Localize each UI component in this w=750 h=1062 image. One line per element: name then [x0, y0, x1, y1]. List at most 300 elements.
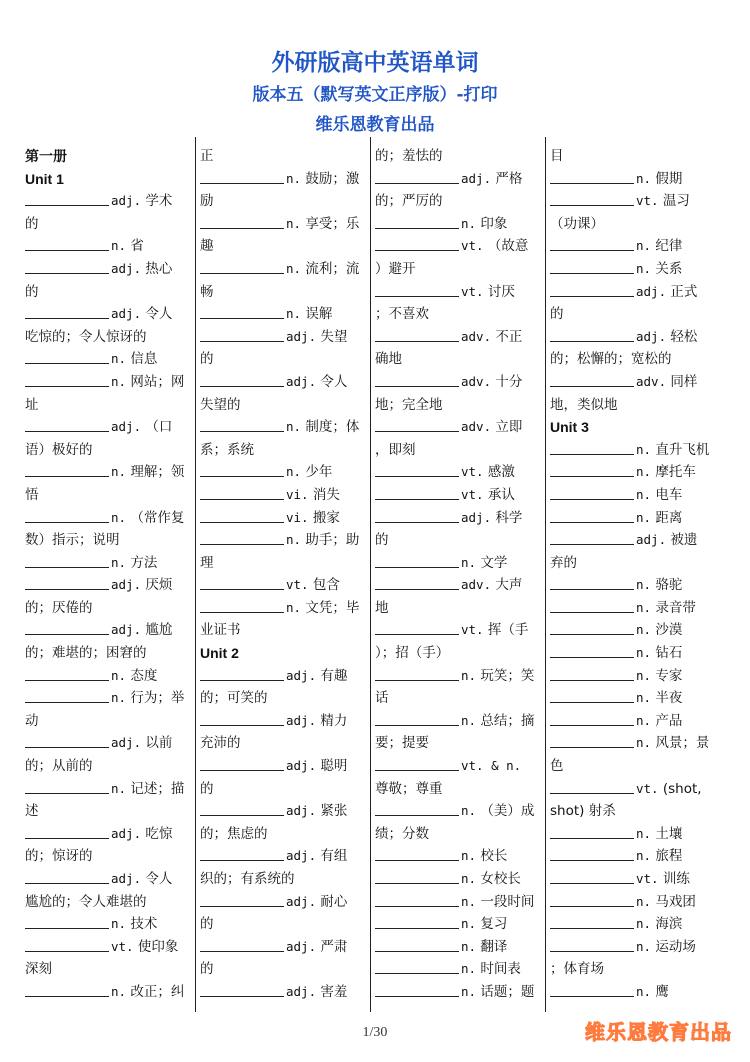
part-of-speech: vt.	[461, 238, 484, 254]
page-number: 1/30	[362, 1025, 388, 1040]
definition-continuation: 的；可笑的	[200, 690, 268, 707]
vocab-entry	[550, 665, 716, 688]
definition-continuation: 尴尬的；令人难堪的	[25, 893, 147, 910]
answer-blank	[550, 893, 634, 907]
definition: 科学	[495, 509, 523, 526]
definition: 消失	[312, 486, 340, 503]
definition-continuation: 悟	[25, 486, 39, 503]
definition-continuation: 畅	[200, 283, 214, 300]
definition: 鼓励；激	[305, 170, 360, 187]
answer-blank	[550, 328, 634, 342]
definition: 享受；乐	[305, 215, 360, 232]
definition-continuation: 的	[200, 961, 214, 978]
part-of-speech: adj.	[636, 532, 667, 548]
part-of-speech: n.	[286, 170, 302, 186]
part-of-speech: adj.	[636, 283, 667, 299]
part-of-speech: vt. & n.	[461, 758, 522, 774]
answer-blank	[200, 531, 284, 545]
answer-blank	[200, 802, 284, 816]
definition: 流利；流	[305, 260, 360, 277]
vocab-entry	[550, 281, 716, 304]
definition: 复习	[480, 916, 508, 933]
definition: 印象	[480, 215, 508, 232]
part-of-speech: n.	[111, 464, 127, 480]
definition-continuation: 理	[200, 554, 214, 571]
answer-blank	[25, 780, 109, 794]
definition-continuation: 目	[550, 148, 564, 164]
definition-continuation: 的；难堪的；困窘的	[25, 645, 147, 662]
vocab-entry	[550, 868, 716, 891]
answer-blank	[200, 847, 284, 861]
definition: 时间表	[480, 961, 521, 978]
vocab-entry	[200, 936, 366, 959]
part-of-speech: adj.	[286, 848, 317, 864]
definition: 土壤	[655, 825, 683, 842]
definition: 运动场	[655, 938, 696, 955]
vocab-entry	[25, 552, 191, 575]
vocab-entry	[550, 574, 716, 597]
definition-continuation: 趣	[200, 238, 214, 255]
definition: 紧张	[320, 803, 348, 820]
page-title: 外研版高中英语单词	[271, 50, 479, 76]
answer-blank	[200, 260, 284, 274]
definition: 假期	[655, 170, 683, 187]
definition: 有趣	[320, 667, 348, 684]
part-of-speech: n.	[636, 667, 652, 683]
definition: 网站；网	[130, 373, 185, 390]
definition: 承认	[487, 486, 515, 503]
definition: 温习	[662, 193, 690, 210]
answer-blank	[200, 418, 284, 432]
definition-continuation: 的；焦虑的	[200, 825, 268, 842]
vocab-entry	[550, 597, 716, 620]
vocab-entry	[200, 507, 366, 530]
definition-continuation: 动	[25, 712, 39, 729]
part-of-speech: vi.	[286, 486, 309, 502]
answer-blank	[25, 260, 109, 274]
part-of-speech: adj.	[286, 758, 317, 774]
part-of-speech: n.	[461, 983, 477, 999]
definition: 沙漠	[655, 622, 683, 639]
vocab-entry	[375, 868, 541, 891]
part-of-speech: n.	[636, 441, 652, 457]
part-of-speech: vt.	[461, 486, 484, 502]
part-of-speech: vt.	[461, 622, 484, 638]
definition: （美）成	[480, 803, 535, 820]
part-of-speech: adj.	[286, 893, 317, 909]
column-divider	[370, 137, 371, 1012]
part-of-speech: adv.	[461, 373, 492, 389]
answer-blank	[375, 938, 459, 952]
part-of-speech: n.	[461, 803, 477, 819]
definition: 产品	[655, 712, 683, 729]
part-of-speech: n.	[461, 961, 477, 977]
definition: 害羞	[320, 983, 348, 1000]
definition-continuation: 地	[375, 599, 389, 616]
definition: 钻石	[655, 645, 683, 662]
definition-continuation: 的	[550, 306, 564, 323]
part-of-speech: adj.	[286, 938, 317, 954]
part-of-speech: n.	[461, 554, 477, 570]
answer-blank	[375, 576, 459, 590]
vocab-entry	[375, 371, 541, 394]
vocab-entry	[550, 936, 716, 959]
vocab-entry	[375, 552, 541, 575]
answer-blank	[550, 870, 634, 884]
answer-blank	[200, 373, 284, 387]
vocab-entry	[550, 235, 716, 258]
definition: 聪明	[320, 758, 348, 775]
answer-blank	[375, 418, 459, 432]
answer-blank	[375, 893, 459, 907]
definition-continuation: 述	[25, 803, 39, 820]
section-heading: 第一册	[25, 148, 67, 164]
part-of-speech: n.	[111, 238, 127, 254]
definition-continuation: 的；严厉的	[375, 193, 443, 210]
answer-blank	[375, 554, 459, 568]
definition-continuation: 的	[25, 215, 39, 232]
definition: 骆驼	[655, 577, 683, 594]
part-of-speech: n.	[636, 983, 652, 999]
part-of-speech: n.	[461, 871, 477, 886]
answer-blank	[375, 847, 459, 861]
vocab-entry	[550, 507, 716, 530]
answer-blank	[25, 305, 109, 319]
part-of-speech: n.	[286, 464, 302, 480]
definition-continuation: 确地	[375, 351, 402, 368]
vocab-entry	[25, 687, 191, 710]
column-divider	[195, 137, 196, 1012]
vocab-entry	[550, 484, 716, 507]
definition-continuation: shot) 射杀	[550, 803, 616, 820]
part-of-speech: adv.	[461, 328, 492, 344]
vocab-entry	[375, 845, 541, 868]
definition: 正式	[670, 283, 698, 300]
definition: 讨厌	[487, 283, 515, 300]
part-of-speech: adv.	[461, 419, 492, 435]
part-of-speech: n.	[636, 509, 652, 525]
vocab-entry	[25, 665, 191, 688]
answer-blank	[200, 938, 284, 952]
definition-continuation: 失望的	[200, 396, 241, 413]
definition: 厌烦	[145, 577, 173, 594]
vocab-entry	[550, 168, 716, 191]
answer-blank	[25, 825, 109, 839]
definition: 被遗	[670, 532, 698, 549]
part-of-speech: n.	[286, 599, 302, 615]
definition: 误解	[305, 306, 333, 323]
definition: 专家	[655, 667, 683, 684]
vocab-entry	[550, 529, 716, 552]
vocab-entry	[375, 619, 541, 642]
vocab-entry	[25, 371, 191, 394]
definition-continuation: 色	[550, 758, 564, 775]
answer-blank	[550, 237, 634, 251]
part-of-speech: adj.	[111, 260, 142, 276]
section-heading: Unit 1	[25, 170, 64, 187]
part-of-speech: adj.	[111, 735, 142, 751]
definition: 令人	[145, 306, 173, 323]
part-of-speech: adj.	[111, 193, 142, 209]
definition: 录音带	[655, 599, 696, 616]
answer-blank	[200, 215, 284, 229]
definition: 以前	[145, 735, 173, 752]
definition-continuation: ，即刻	[375, 441, 416, 458]
answer-blank	[550, 847, 634, 861]
part-of-speech: n.	[636, 938, 652, 954]
definition: 助手；助	[305, 532, 360, 549]
vocab-entry	[200, 371, 366, 394]
part-of-speech: n.	[636, 238, 652, 254]
vocab-entry	[200, 303, 366, 326]
definition-continuation: 励	[200, 193, 214, 210]
part-of-speech: vt.	[636, 871, 659, 886]
definition: 记述；描	[130, 780, 185, 797]
definition: 纪律	[655, 238, 683, 255]
definition: 挥（手	[487, 622, 529, 639]
definition-continuation: 的	[25, 283, 39, 300]
answer-blank	[200, 509, 284, 523]
answer-blank	[200, 667, 284, 681]
definition-continuation: 的；从前的	[25, 758, 93, 775]
vocab-entry	[550, 710, 716, 733]
answer-blank	[200, 893, 284, 907]
definition: 学术	[145, 193, 173, 210]
part-of-speech: n.	[286, 215, 302, 231]
vocab-entry	[25, 778, 191, 801]
definition-continuation: 的	[375, 532, 389, 549]
part-of-speech: adv.	[461, 577, 492, 593]
vocab-entry	[200, 755, 366, 778]
vocab-entry	[375, 235, 541, 258]
answer-blank	[25, 621, 109, 635]
definition: 鹰	[655, 983, 669, 1000]
definition: 吃惊	[145, 825, 173, 842]
definition: 立即	[495, 419, 523, 436]
definition: 技术	[130, 916, 158, 933]
vocab-entry	[200, 416, 366, 439]
part-of-speech: n.	[636, 848, 652, 864]
part-of-speech: adj.	[111, 577, 142, 593]
definition-continuation: 数）指示；说明	[25, 532, 120, 549]
part-of-speech: vt.	[111, 938, 134, 954]
definition-continuation: 织的；有系统的	[200, 871, 295, 887]
part-of-speech: n.	[286, 260, 302, 276]
part-of-speech: adj.	[111, 825, 142, 841]
part-of-speech: n.	[111, 373, 127, 389]
vocab-entry	[550, 439, 716, 462]
answer-blank	[375, 915, 459, 929]
definition: 令人	[320, 373, 348, 390]
answer-blank	[550, 463, 634, 477]
vocab-entry	[550, 778, 716, 801]
vocab-entry	[375, 981, 541, 1004]
answer-blank	[200, 170, 284, 184]
definition-continuation: 的；厌倦的	[25, 599, 93, 616]
definition: 旅程	[655, 848, 683, 865]
answer-blank	[550, 621, 634, 635]
part-of-speech: adj.	[286, 712, 317, 728]
answer-blank	[25, 237, 109, 251]
page-subtitle: 版本五（默写英文正序版）-打印	[252, 85, 498, 105]
column-divider	[545, 137, 546, 1012]
answer-blank	[375, 757, 459, 771]
vocab-entry	[25, 936, 191, 959]
vocab-entry	[200, 710, 366, 733]
vocab-entry	[375, 665, 541, 688]
definition: 省	[130, 238, 144, 255]
answer-blank	[550, 170, 634, 184]
answer-blank	[375, 486, 459, 500]
vocabulary-columns	[0, 137, 750, 1012]
answer-blank	[375, 870, 459, 884]
vocab-entry	[375, 710, 541, 733]
definition: 玩笑；笑	[480, 667, 535, 684]
vocab-entry	[25, 258, 191, 281]
part-of-speech: n.	[111, 351, 127, 367]
answer-blank	[375, 983, 459, 997]
definition-continuation: 地，类似地	[550, 396, 618, 413]
part-of-speech: vt.	[636, 193, 659, 209]
definition-continuation: 语）极好的	[25, 441, 93, 458]
definition: 话题；题	[480, 983, 535, 1000]
answer-blank	[550, 486, 634, 500]
answer-blank	[375, 509, 459, 523]
definition-continuation: 的；惊讶的	[25, 848, 93, 865]
answer-blank	[550, 712, 634, 726]
definition-continuation: ）；招（手）	[375, 645, 450, 662]
vocab-entry	[200, 258, 366, 281]
definition: 总结；摘	[480, 712, 535, 729]
answer-blank	[200, 328, 284, 342]
definition: 文学	[480, 554, 508, 571]
vocab-entry	[375, 913, 541, 936]
definition: 精力	[320, 712, 348, 729]
part-of-speech: n.	[286, 419, 302, 435]
part-of-speech: n.	[636, 464, 652, 480]
answer-blank	[25, 463, 109, 477]
part-of-speech: n.	[636, 916, 652, 932]
part-of-speech: adj.	[286, 983, 317, 999]
answer-blank	[25, 509, 109, 523]
answer-blank	[375, 373, 459, 387]
answer-blank	[200, 576, 284, 590]
answer-blank	[25, 870, 109, 884]
vocab-entry	[550, 190, 716, 213]
vocab-entry	[550, 981, 716, 1004]
vocab-entry	[200, 845, 366, 868]
definition-continuation: 地；完全地	[375, 396, 443, 413]
part-of-speech: n.	[461, 916, 477, 932]
definition: 半夜	[655, 690, 683, 707]
vocab-entry	[25, 507, 191, 530]
vocab-entry	[200, 597, 366, 620]
part-of-speech: vt.	[286, 577, 309, 593]
part-of-speech: n.	[636, 712, 652, 728]
vocab-column-2	[200, 145, 366, 1004]
definition-continuation: 系；系统	[200, 441, 254, 458]
definition: 失望	[320, 328, 348, 345]
vocab-entry	[25, 823, 191, 846]
vocab-entry	[25, 416, 191, 439]
answer-blank	[550, 531, 634, 545]
definition: 马戏团	[655, 893, 696, 910]
definition-continuation: （功课）	[550, 215, 604, 232]
part-of-speech: n.	[636, 577, 652, 593]
answer-blank	[375, 667, 459, 681]
definition-continuation: 的	[200, 780, 214, 797]
answer-blank	[200, 486, 284, 500]
definition: 摩托车	[655, 464, 696, 481]
answer-blank	[550, 644, 634, 658]
part-of-speech: n.	[111, 983, 127, 999]
vocab-entry	[25, 461, 191, 484]
answer-blank	[200, 305, 284, 319]
part-of-speech: adv.	[636, 373, 667, 389]
vocab-entry	[25, 913, 191, 936]
vocab-entry	[375, 461, 541, 484]
part-of-speech: n.	[111, 554, 127, 570]
definition-continuation: 吃惊的；令人惊讶的	[25, 328, 147, 345]
part-of-speech: n.	[111, 690, 127, 706]
answer-blank	[375, 802, 459, 816]
part-of-speech: n.	[461, 215, 477, 231]
answer-blank	[375, 621, 459, 635]
definition-continuation: 的	[200, 351, 214, 368]
vocab-entry	[200, 484, 366, 507]
vocab-entry	[375, 168, 541, 191]
definition: 感激	[487, 464, 515, 481]
answer-blank	[550, 509, 634, 523]
answer-blank	[550, 734, 634, 748]
vocab-entry	[25, 619, 191, 642]
part-of-speech: adj.	[286, 328, 317, 344]
part-of-speech: n.	[461, 667, 477, 683]
part-of-speech: vt.	[461, 283, 484, 299]
answer-blank	[200, 599, 284, 613]
definition-continuation: 的；松懈的；宽松的	[550, 351, 672, 368]
definition: (shot,	[662, 780, 702, 797]
definition: 关系	[655, 260, 683, 277]
vocab-entry	[200, 213, 366, 236]
vocab-entry	[25, 574, 191, 597]
answer-blank	[200, 757, 284, 771]
answer-blank	[550, 667, 634, 681]
section-heading: Unit 2	[200, 645, 239, 662]
answer-blank	[25, 667, 109, 681]
vocab-entry	[200, 574, 366, 597]
vocab-entry	[200, 800, 366, 823]
definition: 直升飞机	[655, 441, 710, 458]
definition-continuation: 话	[375, 690, 389, 707]
definition: 训练	[662, 871, 690, 887]
part-of-speech: n.	[286, 532, 302, 548]
definition-continuation: 正	[200, 148, 214, 164]
answer-blank	[375, 328, 459, 342]
vocab-entry	[550, 371, 716, 394]
vocab-entry	[375, 213, 541, 236]
vocab-entry	[200, 891, 366, 914]
answer-blank	[375, 960, 459, 974]
answer-blank	[550, 825, 634, 839]
part-of-speech: adj.	[111, 306, 142, 322]
answer-blank	[25, 689, 109, 703]
vocab-entry	[550, 823, 716, 846]
part-of-speech: n.	[461, 938, 477, 954]
answer-blank	[25, 576, 109, 590]
definition: 电车	[655, 486, 683, 503]
part-of-speech: n.	[111, 916, 127, 932]
